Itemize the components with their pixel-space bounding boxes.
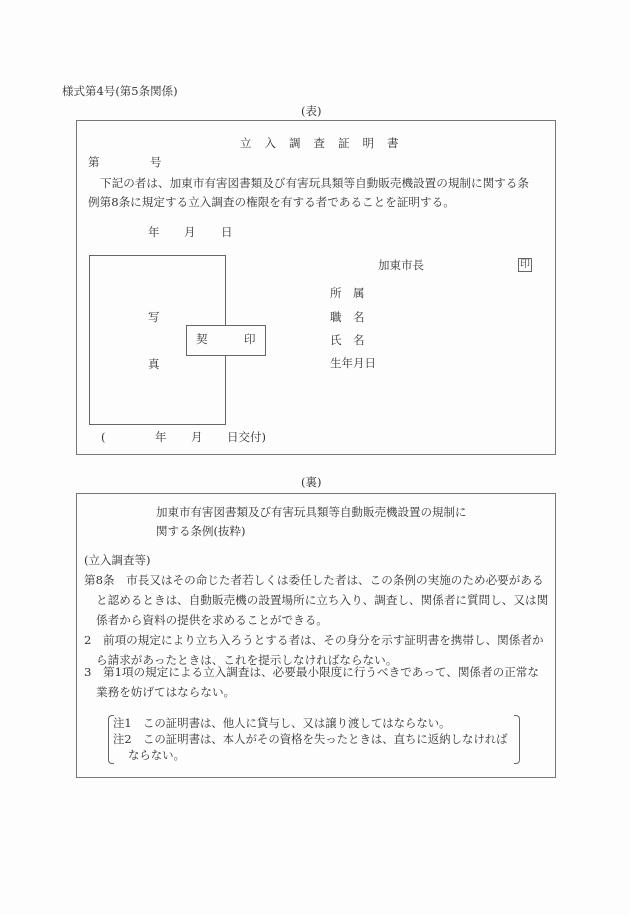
article-line: 係者から資料の提供を求めることができる。 bbox=[96, 613, 328, 627]
article-line: ら請求があったときは、これを提示しなければならない。 bbox=[96, 653, 398, 667]
form-number: 様式第4号(第5条関係) bbox=[62, 84, 178, 98]
field-name: 氏 名 bbox=[330, 333, 365, 347]
issue-date-month: 月 bbox=[191, 430, 203, 444]
field-affiliation: 所 属 bbox=[330, 286, 365, 300]
ordinance-title-line1: 加東市有害図書類及び有害玩具類等自動販売機設置の規制に bbox=[156, 505, 467, 519]
notes-right-bracket bbox=[514, 715, 520, 764]
certificate-body-line1: 下記の者は、加東市有害図書類及び有害玩具類等自動販売機設置の規制に関する条 bbox=[100, 176, 529, 190]
tally-seal-right: 印 bbox=[244, 332, 256, 346]
issuer-name: 加東市長 bbox=[378, 258, 424, 272]
article-line: 業務を妨げてはならない。 bbox=[96, 685, 236, 699]
section-heading: (立入調査等) bbox=[84, 553, 151, 567]
certificate-body-line2: 例第8条に規定する立入調査の権限を有する者であることを証明する。 bbox=[88, 195, 455, 209]
photo-label-char1: 写 bbox=[148, 310, 160, 324]
front-label: (表) bbox=[301, 104, 322, 118]
issuer-seal-icon: 印 bbox=[520, 259, 530, 270]
number-prefix: 第 bbox=[88, 155, 100, 169]
issue-date-open: ( bbox=[101, 430, 106, 444]
number-suffix: 号 bbox=[150, 155, 162, 169]
certificate-title: 立入調査証明書 bbox=[240, 136, 412, 150]
note-line: 注2 この証明書は、本人がその資格を失ったときは、直ちに返納しなければ bbox=[113, 732, 508, 746]
issue-date-year: 年 bbox=[155, 430, 167, 444]
date-day: 日 bbox=[221, 225, 233, 239]
photo-label-char2: 真 bbox=[148, 357, 160, 371]
back-label: (裏) bbox=[301, 475, 322, 489]
date-month: 月 bbox=[184, 225, 196, 239]
field-birthdate: 生年月日 bbox=[330, 356, 376, 370]
article-line: 第8条 市長又はその命じた者若しくは委任した者は、この条例の実施のため必要がある bbox=[84, 573, 544, 587]
article-line: と認めるときは、自動販売機の設置場所に立ち入り、調査し、関係者に質問し、又は関 bbox=[96, 593, 549, 607]
article-line: 2 前項の規定により立ち入ろうとする者は、その身分を示す証明書を携帯し、関係者か bbox=[84, 633, 544, 647]
note-line: 注1 この証明書は、他人に貸与し、又は譲り渡してはならない。 bbox=[113, 716, 451, 730]
issue-date-day: 日交付) bbox=[227, 430, 266, 444]
tally-seal-left: 契 bbox=[196, 332, 208, 346]
field-position: 職 名 bbox=[330, 310, 365, 324]
ordinance-title-line2: 関する条例(抜粋) bbox=[156, 524, 246, 538]
date-year: 年 bbox=[148, 225, 160, 239]
article-line: 3 第1項の規定による立入調査は、必要最小限度に行うべきであって、関係者の正常な bbox=[84, 665, 539, 679]
note-line: ならない。 bbox=[128, 748, 185, 762]
